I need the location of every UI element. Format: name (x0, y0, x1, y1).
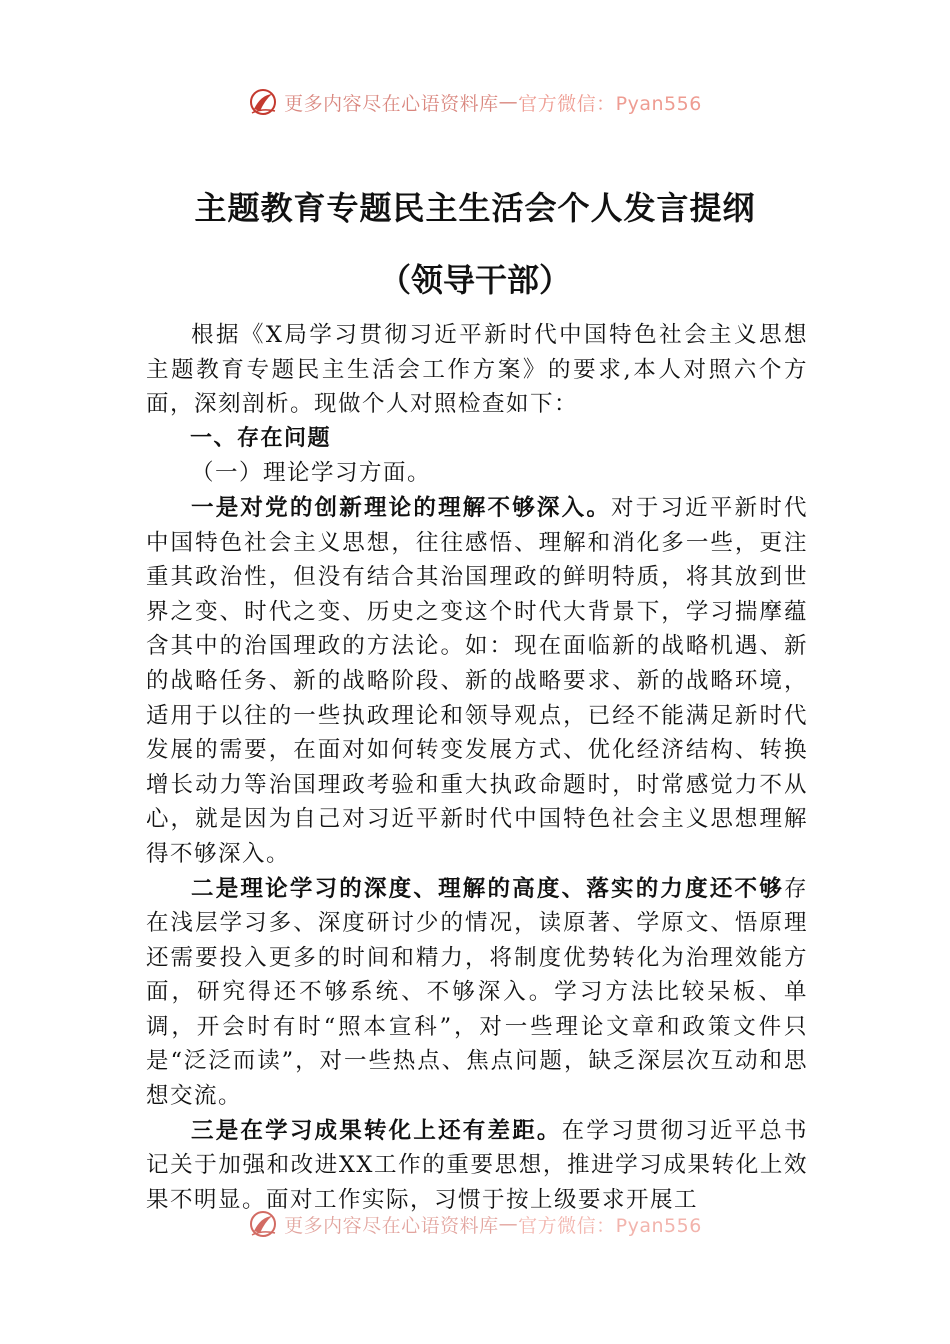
point-1-paragraph (146, 491, 808, 872)
watermark-site: 更多内容尽在心语资料库 (284, 92, 499, 115)
watermark-contact: 官方微信：Pyan556 (518, 92, 702, 115)
point-3-paragraph (146, 1114, 808, 1218)
point-1-text: 对于习近平新时代中国特色社会主义思想，往往感悟、理解和消化多一些，更注重其政治性，但没有结合其治国理政的鲜明特质，将其放到世界之变、时代之变、历史之变这个时代大背景下，学习揣摩蕴含其中的治国理政的方法论。如：现在面临新的战略机遇、新的战略任务、新的战略阶段、新的战略要求、新的战略环境，适用于以往的一些执政理论和领导观点，已经不能满足新时代发展的需要，在面对如何转变发展方式、优化经济结构、转换增长动力等治国理政考验和重大执政命题时，时常感觉力不从心，就是因为自己对习近平新时代中国特色社会主义思想理解得不够深入。 (146, 494, 808, 867)
point-2-text: 存在浅层学习多、深度研讨少的情况，读原著、学原文、悟原理还需要投入更多的时间和精力，将制度优势转化为治理效能方面，研究得还不够系统、不够深入。学习方法比较呆板、单调，开会时有时“照本宣科”，对一些理论文章和政策文件只是“泛泛而读”，对一些热点、焦点问题，缺乏深层次互动和思想交流。 (146, 875, 808, 1110)
signature-pen-logo-icon (248, 1209, 278, 1239)
footer-watermark-separator: — (498, 1213, 519, 1235)
watermark-separator: — (498, 91, 519, 113)
point-1-lead: 一是对党的创新理论的理解不够深入。 (191, 494, 612, 521)
point-2-paragraph (146, 872, 808, 1114)
footer-watermark (0, 1204, 950, 1244)
document-body (146, 318, 808, 1218)
document-subtitle: （领导干部） (378, 261, 571, 299)
signature-pen-logo-icon (248, 87, 278, 117)
subsection-heading-theory: （一）理论学习方面。 (191, 460, 432, 487)
footer-watermark-contact: 官方微信：Pyan556 (518, 1214, 702, 1237)
point-3-lead: 三是在学习成果转化上还有差距。 (191, 1117, 562, 1144)
point-3-text: 在学习贯彻习近平总书记关于加强和改进XX工作的重要思想，推进学习成果转化上效果不明显。面对工作实际，习惯于按上级要求开展工 (146, 1117, 808, 1213)
header-watermark (0, 82, 950, 122)
document-title: 主题教育专题民主生活会个人发言提纲 (194, 189, 756, 227)
section-heading-problems: 一、存在问题 (190, 425, 332, 451)
footer-watermark-site: 更多内容尽在心语资料库 (284, 1214, 499, 1237)
point-2-lead: 二是理论学习的深度、理解的高度、落实的力度还不够 (191, 875, 784, 902)
intro-paragraph: 根据《X局学习贯彻习近平新时代中国特色社会主义思想主题教育专题民主生活会工作方案》的要求,本人对照六个方面，深刻剖析。现做个人对照检查如下： (146, 322, 808, 418)
